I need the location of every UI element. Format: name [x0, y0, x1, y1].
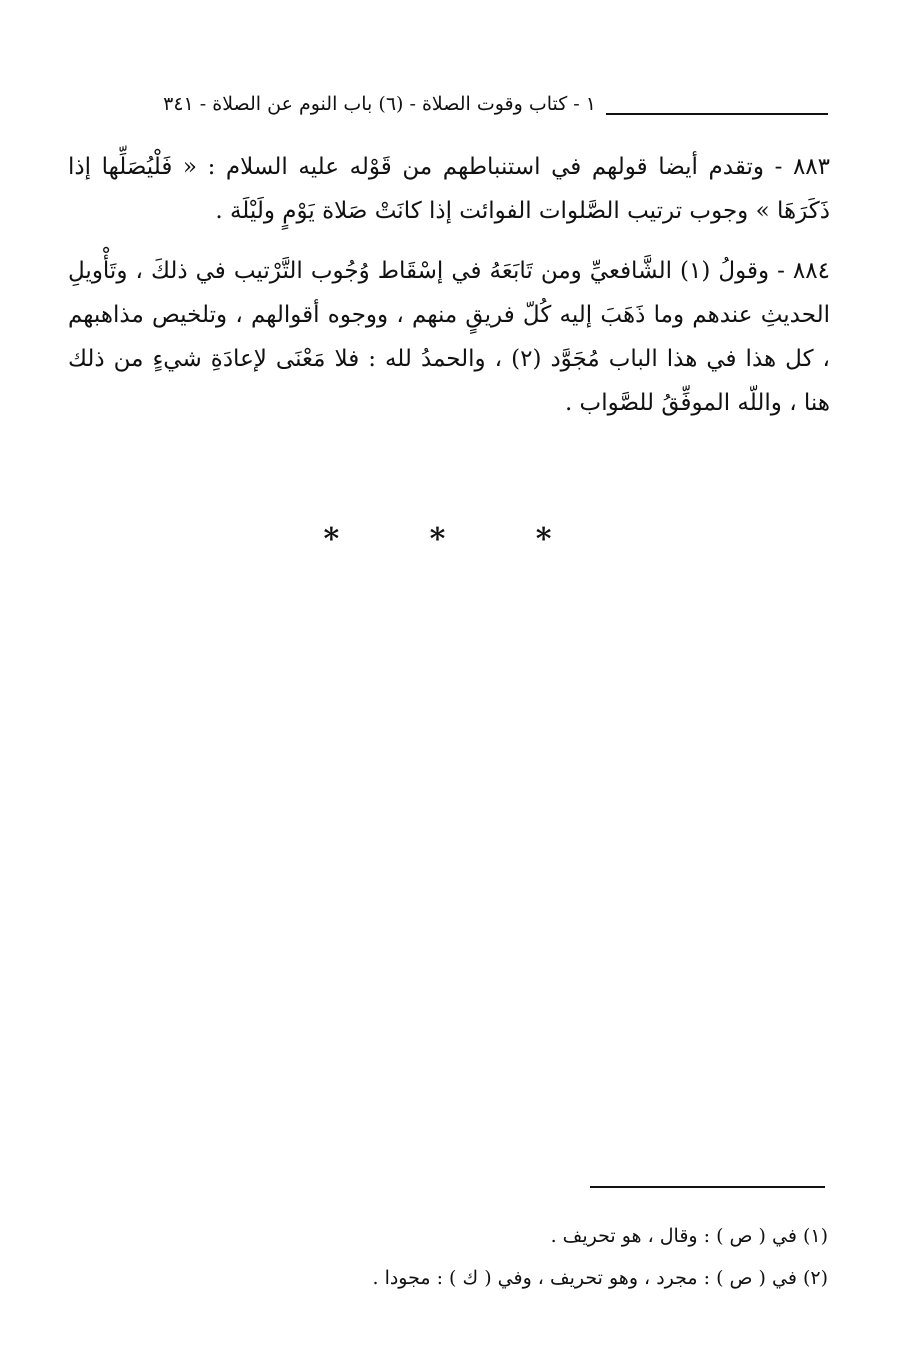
paragraph-883: ٨٨٣ - وتقدم أيضا قولهم في استنباطهم من قَوْله عليه السلام : « فَلْيُصَلِّها إذا ذَكَرَهَا » وجوب ترتيب الصَّلوات الفوائت إذا كانَتْ صَلاة يَوْمٍ ولَيْلَة . [68, 154, 830, 224]
main-text [68, 145, 830, 441]
section-separator: * * * [323, 522, 592, 557]
footnote-2: (٢) في ( ص ) : مجرد ، وهو تحريف ، وفي ( ك ) : مجودا . [372, 1267, 828, 1289]
running-title: ١ - كتاب وقوت الصلاة - (٦) باب النوم عن الصلاة - ٣٤١ [163, 93, 596, 115]
footnote-rule [590, 1186, 825, 1188]
page-header [68, 92, 828, 122]
header-rule [606, 113, 828, 115]
footnotes [68, 1218, 828, 1302]
paragraph-884: ٨٨٤ - وقولُ (١) الشَّافعيِّ ومن تَابَعَهُ في إسْقَاط وُجُوب التَّرْتيب في ذلكَ ، وتَأْويلِ الحديثِ عندهم وما ذَهَبَ إليه كُلّ فريقٍ منهم ، ووجوه أقوالهم ، وتلخيص مذاهبهم ، كل هذا في هذا الباب مُجَوَّد (٢) ، والحمدُ لله : فلا مَعْنَى لإعادَةِ شيءٍ من ذلك هنا ، واللّه الموفِّقُ للصَّواب . [68, 258, 830, 416]
footnote-1: (١) في ( ص ) : وقال ، هو تحريف . [550, 1225, 828, 1247]
